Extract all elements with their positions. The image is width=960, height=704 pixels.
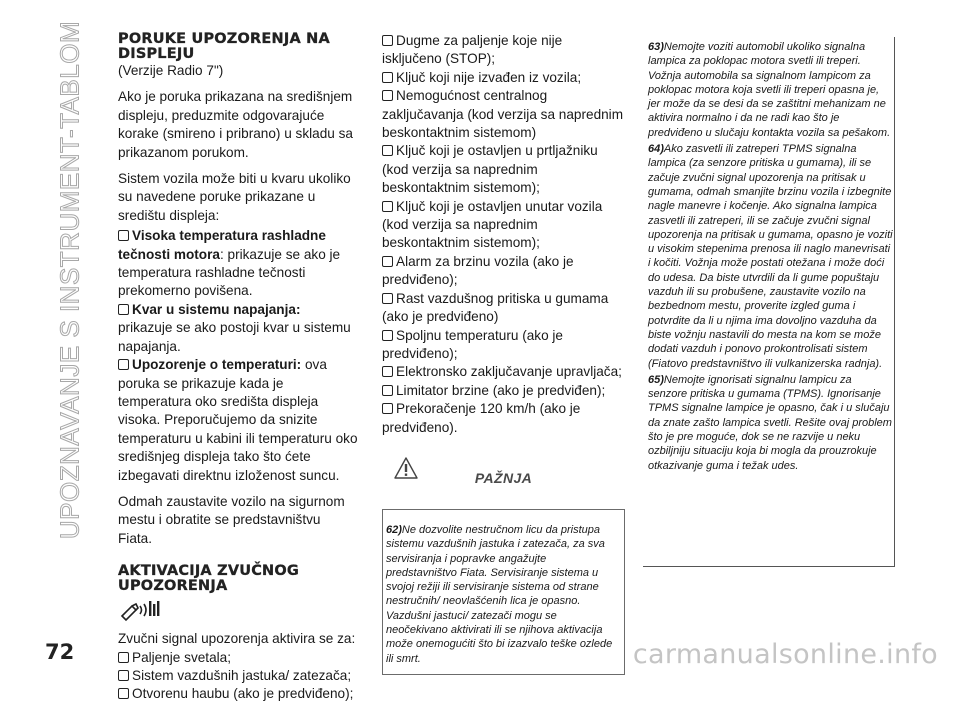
checkbox-bullet-icon xyxy=(382,293,393,304)
list-item-text: Ključ koji je ostavljen u prtljažniku (kod verzija sa naprednim beskontaktnim sistemom); xyxy=(382,143,598,196)
checkbox-bullet-icon xyxy=(382,403,393,414)
note-text: Nemojte voziti automobil ukoliko signalna lampica za poklopac motora svetli ili treperi. Vožnja automobila sa signalnom lampicom za poklopac motora koja svetli ili treperi opasna je, jer može da se desi da se zaštitni mehanizam ne aktivira normalno i da ne radi kao što je predviđeno u slučaju kontakta vozila sa pešakom. xyxy=(648,41,891,139)
section-subheading: (Verzije Radio 7") xyxy=(118,63,224,78)
warning-header xyxy=(382,457,625,495)
note-text: Ako zasvetli ili zatreperi TPMS signalna lampica (za senzore pritiska u gumama), ili se začuje zvučni signal upozorenja na pritisak u gumama, odmah smanjite brzinu vozila i izbegnite nagle manevre i kočenje. Ako signalna lampica zasvetli ili zatreperi, ili se začuje zvučni signal upozorenja na pritisak u gumama, opasno je voziti u visokim stepenima prenosa ili naglo manevrisati i kočiti. Vožnja može postati otežana i može doći do udesa. Da biste utvrdili da li gume popuštaju vazduh ili su probušene, zaustavite vozilo na bezbednom mestu, proverite izgled guma i potvrdite da li u njima ima dovoljno vazduha da biste vožnju nastavili do mesta na kom se može dodati vazduh i ponovo prokontrolisati sistem (Fiatovo predstavništvo ili vulkanizerska radnja). xyxy=(648,143,893,370)
side-chapter-title xyxy=(56,20,84,540)
list-item-bold: Upozorenje o temperaturi: xyxy=(132,357,302,373)
list-item-text: Limitator brzine (ako je predviđen); xyxy=(396,382,606,398)
checkbox-bullet-icon xyxy=(382,35,393,46)
note-number: 65) xyxy=(648,373,664,386)
note-paragraph xyxy=(648,40,893,140)
list-item-text: : prikazuje se ako je temperatura rashladne tečnosti prekomerno povišena. xyxy=(118,246,341,299)
note-number: 64) xyxy=(648,143,664,156)
list-item xyxy=(118,227,358,301)
checkbox-bullet-icon xyxy=(382,90,393,101)
column-right xyxy=(648,40,893,475)
checkbox-bullet-icon xyxy=(118,688,129,699)
sound-warning-icon xyxy=(118,598,164,622)
checkbox-bullet-icon xyxy=(118,670,129,681)
note-text: Nemojte ignorisati signalnu lampicu za senzore pritiska u gumama (TPMS). Ignorisanje TPMS signalne lampice je opasno, čak i u slučaju da znate zašto lampica svetli. Rešite ovaj problem što je pre moguće, dok se ne razvije u neku ozbiljniju situaciju koja bi mogla da prouzrokuje otkazivanje guma i težak udes. xyxy=(648,373,892,472)
list-item-bold: Kvar u sistemu napajanja: xyxy=(132,301,301,317)
list-item xyxy=(118,667,358,685)
list-item-text: Nemogućnost centralnog zaključavanja (kod verzija sa naprednim beskontaktnim sistemom) xyxy=(382,88,624,141)
checkbox-bullet-icon xyxy=(382,366,393,377)
list-item xyxy=(382,198,625,253)
checkbox-bullet-icon xyxy=(118,230,129,241)
list-item xyxy=(382,32,625,69)
warning-note-box xyxy=(382,509,625,675)
paragraph: Ako je poruka prikazana na središnjem displeju, preduzmite odgovarajuće korake (smireno i pribrano) u skladu sa prikazanom porukom. xyxy=(118,89,353,160)
column-middle xyxy=(382,32,625,675)
list-item-text: ova poruka se prikazuje kada je temperatura oko središta displeja visoka. Preporučujemo da snizite temperaturu u kabini ili temperaturu oko središnjeg displeja tako što ćete izbegavati direktnu izloženost suncu. xyxy=(118,357,358,483)
list-item-text: Prekoračenje 120 km/h (ako je predviđeno). xyxy=(382,401,581,435)
page-number: 72 xyxy=(45,640,75,664)
warning-title: PAŽNJA xyxy=(474,469,533,486)
list-item-text: prikazuje se ako postoji kvar u sistemu napajanja. xyxy=(118,320,351,354)
list-item-text: Ključ koji nije izvađen iz vozila; xyxy=(396,69,582,85)
side-chapter-title-text: UPOZNAVANJE S INSTRUMENT-TABLOM xyxy=(54,20,85,540)
checkbox-bullet-icon xyxy=(382,72,393,83)
note-number: 62) xyxy=(386,523,402,536)
list-item-text: Dugme za paljenje koje nije isključeno (STOP); xyxy=(382,33,563,67)
watermark: carmanualsonline.info xyxy=(632,639,938,670)
list-item xyxy=(118,356,358,485)
column-left xyxy=(118,32,358,704)
list-item xyxy=(382,363,625,381)
list-item-text: Ključ koji je ostavljen unutar vozila (kod verzija sa naprednim beskontaktnim sistemom); xyxy=(382,198,603,251)
paragraph: Sistem vozila može biti u kvaru ukoliko su navedene poruke prikazane u središtu displeja: xyxy=(118,171,351,223)
list-item xyxy=(382,382,625,400)
list-item-text: Elektronsko zaključavanje upravljača; xyxy=(396,364,622,380)
note-text: Ne dozvolite nestručnom licu da pristupa sistemu vazdušnih jastuka i zatezača, za sva servisiranja i popravke angažujte predstavništvo Fiata. Servisiranje sistema u svojoj režiji ili servisiranje sistema od strane nestručnih/ neovlašćenih lica je opasno. Vazdušni jastuci/ zatezači mogu se neočekivano aktivirati ili se njihova aktivacija može onemogućiti što bi izazvalo teške ozlede ili smrt. xyxy=(386,523,613,665)
list-item xyxy=(382,290,625,327)
list-item-text: Otvorenu haubu (ako je predviđeno); xyxy=(132,686,354,702)
list-item xyxy=(118,685,358,703)
paragraph: Zvučni signal upozorenja aktivira se za: xyxy=(118,631,356,647)
list-item-text: Rast vazdušnog pritiska u gumama (ako je predviđeno) xyxy=(382,290,609,325)
checkbox-bullet-icon xyxy=(382,385,393,396)
list-item-text: Spoljnu temperaturu (ako je predviđeno); xyxy=(382,327,563,361)
list-item-text: Paljenje svetala; xyxy=(132,649,231,665)
list-item xyxy=(118,649,358,667)
list-item-bold: Visoka temperatura rashladne tečnosti motora xyxy=(118,228,326,262)
section-heading-sound-warning: AKTIVACIJA ZVUČNOG UPOZORENJA xyxy=(118,563,300,595)
list-item xyxy=(382,327,625,364)
list-item xyxy=(118,301,358,356)
checkbox-bullet-icon xyxy=(118,652,129,663)
note-number: 63) xyxy=(648,41,664,53)
checkbox-bullet-icon xyxy=(382,145,393,156)
checkbox-bullet-icon xyxy=(382,256,393,267)
list-item-text: Sistem vazdušnih jastuka/ zatezača; xyxy=(132,667,352,683)
section-heading-display-messages: PORUKE UPOZORENJA NA DISPLEJU xyxy=(118,31,330,62)
list-item xyxy=(382,69,625,87)
checkbox-bullet-icon xyxy=(382,330,393,341)
list-item xyxy=(382,87,625,142)
checkbox-bullet-icon xyxy=(118,304,129,315)
note-paragraph xyxy=(648,142,893,371)
checkbox-bullet-icon xyxy=(118,359,129,370)
paragraph: Odmah zaustavite vozilo na sigurnom mestu i obratite se predstavništvu Fiata. xyxy=(118,493,345,546)
checkbox-bullet-icon xyxy=(382,201,393,212)
list-item-text: Alarm za brzinu vozila (ako je predviđeno); xyxy=(382,253,574,288)
list-item xyxy=(382,253,625,290)
note-paragraph xyxy=(648,373,893,473)
list-item xyxy=(382,142,625,197)
list-item xyxy=(382,400,625,437)
